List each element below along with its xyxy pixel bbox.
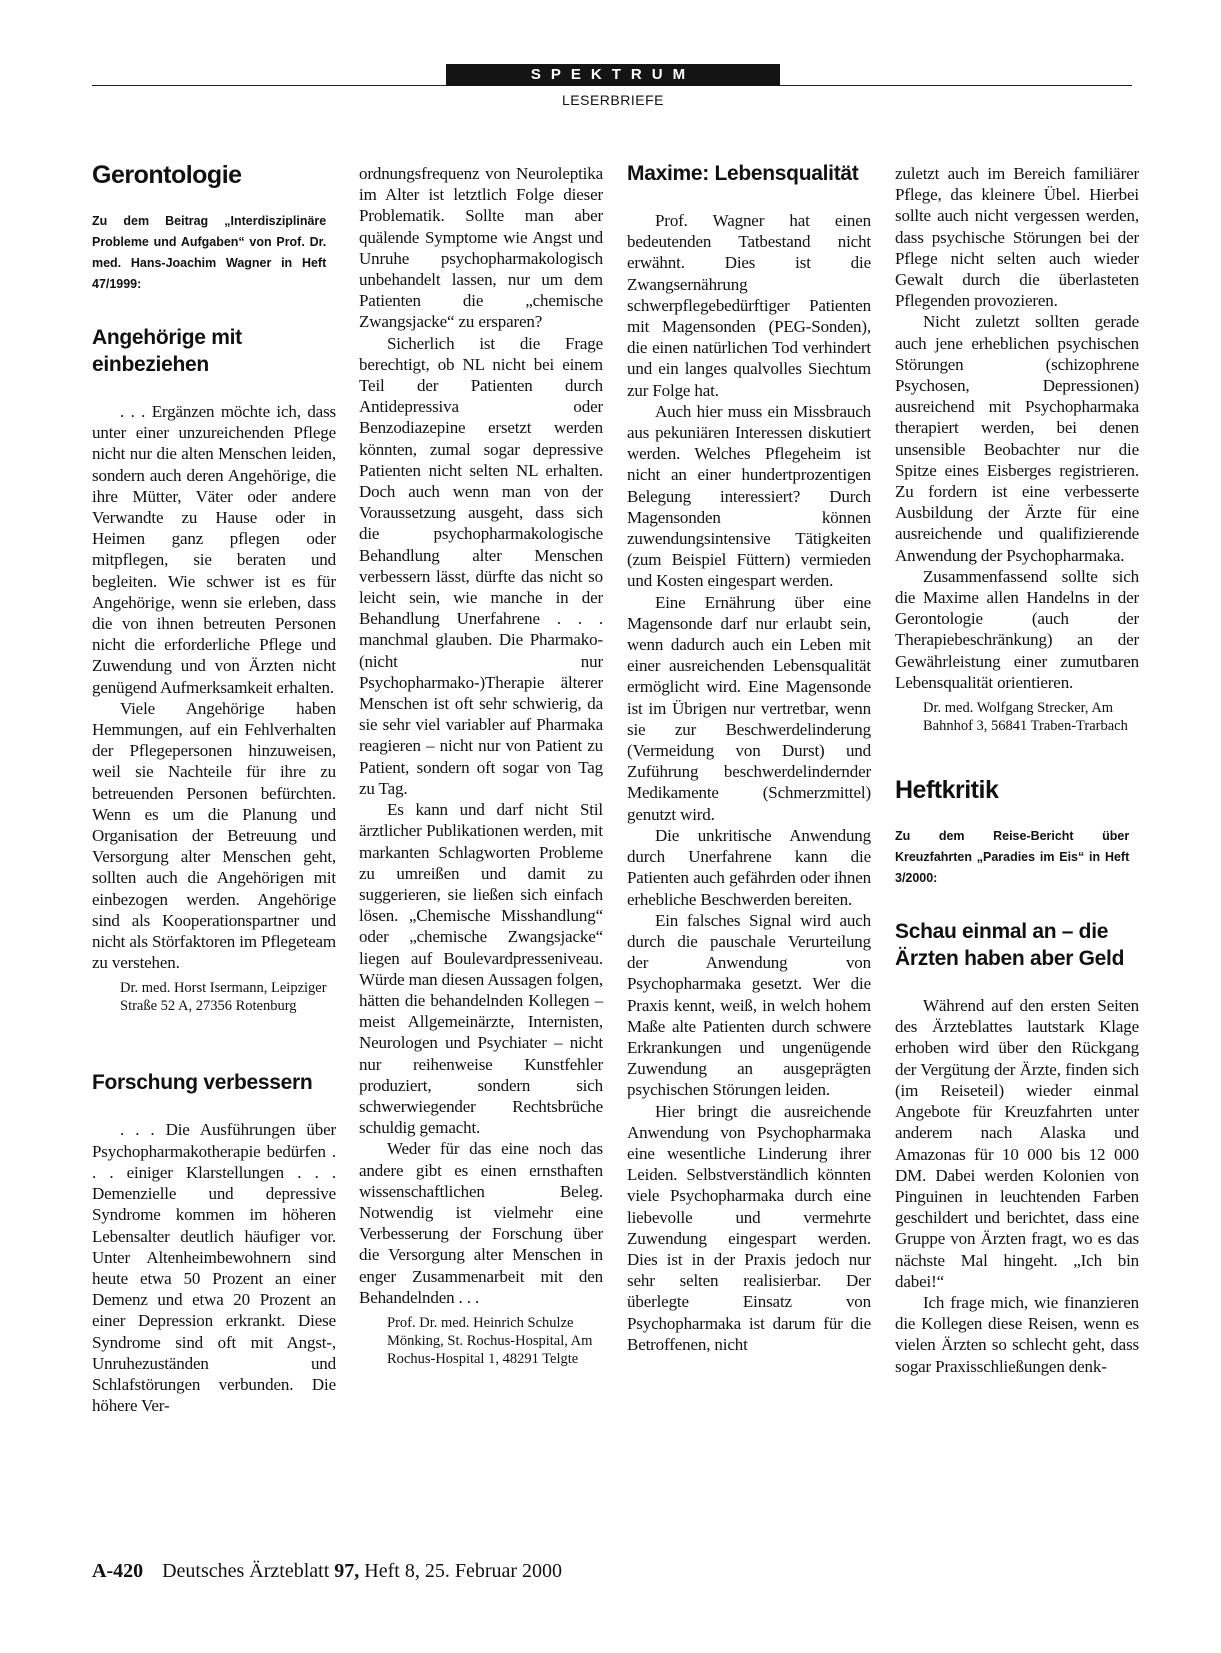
rubric-title: Heftkritik bbox=[895, 776, 999, 805]
letter-paragraph: . . . Ergänzen möchte ich, dass unter einer unzureichenden Pflege nicht nur die alten Menschen leiden, sondern auch deren Angehörige, die ihre Mütter, Väter oder andere Verwandte zu Hause oder in Heimen ganz pflegen oder mitpflegen, sie beraten und begleiten. Wie schwer ist es für Angehörige, wenn sie erleben, dass die von ihnen betreuten Personen nicht die erforderliche Pflege und Zuwendung und von Ärzten nicht genügend Aufmerksamkeit erhalten. bbox=[92, 402, 336, 697]
letter-paragraph: Sicherlich ist die Frage berechtigt, ob NL nicht bei einem Teil der Patienten durch Antidepressiva oder Benzodiazepine ersetzt werden könnten, zumal sogar depressive Patienten nicht selten NL erhalten. Doch auch wenn man von der Voraussetzung ausgeht, dass sich die psychopharmakologische Behandlung alter Menschen verbessern lässt, dürfte das nicht so leicht sein, wie manche in der Behandlung Unerfahrene . . . manchmal glauben. Die Pharmako-(nicht nur Psychopharmako-)Therapie älterer Menschen ist oft sehr schwierig, da sie sehr viel variabler auf Pharmaka reagieren – nicht nur von Patient zu Patient, sondern oft sogar von Tag zu Tag. bbox=[359, 333, 603, 798]
subsection-label: LESERBRIEFE bbox=[562, 92, 664, 108]
letter-paragraph: Viele Angehörige haben Hemmungen, auf ein Fehlverhalten der Pflegepersonen hinzuweisen, weil sie Nachteile für ihre zu betreuenden Personen befürchten. Wenn es um die Planung und Organisation der Betreuung und Versorgung alter Menschen geht, sollten auch die Angehörigen mit einbezogen werden. Angehörige sind als Kooperationspartner und nicht als Störfaktoren im Pflegeteam zu verstehen. bbox=[92, 698, 336, 973]
letter-paragraph: Auch hier muss ein Missbrauch aus pekuniären Interessen diskutiert werden. Welches Pflegeheim ist nicht an einer hundertprozentigen Belegung interessiert? Durch Magensonden können zuwendungsintensive Tätigkeiten (zum Beispiel Füttern) vermieden und Kosten eingespart werden. bbox=[627, 401, 871, 591]
rubric-title: Gerontologie bbox=[92, 161, 242, 189]
article-reference: Zu dem Beitrag „Interdisziplinäre Probleme und Aufgaben“ von Prof. Dr. med. Hans-Joachim Wagner in Heft 47/1999: bbox=[92, 213, 327, 291]
letter-paragraph: Die unkritische Anwendung durch Unerfahrene kann die Patienten auch gefährden oder ihnen erhebliche Beschwerden bereiten. bbox=[627, 825, 871, 909]
letter-signature: Prof. Dr. med. Heinrich Schulze Mönking, St. Rochus-Hospital, Am Rochus-Hospital 1, 48291 Telgte bbox=[387, 1314, 593, 1367]
column-2 bbox=[359, 163, 603, 1368]
letter-paragraph: Es kann und darf nicht Stil ärztlicher Publikationen werden, mit markanten Schlagworten Probleme zu umreißen und damit zu suggerieren, sie ließen sich einfach lösen. „Chemische Misshandlung“ oder „chemische Zwangsjacke“ liegen auf Boulevardpresseniveau. Würde man diesen Aussagen folgen, hätten die behandelnden Kollegen – meist Allgemeinärzte, Internisten, Neurologen und Psychiater – nicht nur reihenweise Kunstfehler produziert, sondern sich schwerwiegender Rechtsbrüche schuldig gemacht. bbox=[359, 800, 603, 1138]
letter-paragraph: ordnungsfrequenz von Neuroleptika im Alter ist letztlich Folge dieser Problematik. Sollte man aber quälende Symptome wie Angst und Unruhe psychopharmakologisch unbehandelt lassen, nur um dem Patienten die „chemische Zwangsjacke“ zu ersparen? bbox=[359, 164, 603, 332]
letter-paragraph: Während auf den ersten Seiten des Ärzteblattes lautstark Klage erhoben wird über den Rückgang der Vergütung der Ärzte, finden sich (im Reiseteil) wieder einmal Angebote für Kreuzfahrten unter anderem nach Alaska und Amazonas für 10 000 bis 12 000 DM. Dabei werden Kolonien von Pinguinen in leuchtenden Farben geschildert und berichtet, dass eine Gruppe von Ärzten fragt, wo es das nächste Mal hingeht. „Ich bin dabei!“ bbox=[895, 996, 1139, 1291]
letter-paragraph: Eine Ernährung über eine Magensonde darf nur erlaubt sein, wenn dadurch auch ein Leben mit einer ausreichenden Lebensqualität ermöglicht wird. Eine Magensonde ist im Übrigen nur vertretbar, wenn sie zur Beschwerdelinderung (Vermeidung von Durst) und Zuführung beschwerdelindernder Medikamente (Schmerzmittel) genutzt wird. bbox=[627, 592, 871, 824]
page-number: A-420 bbox=[92, 1560, 144, 1582]
column-4 bbox=[895, 163, 1139, 1377]
letter-paragraph: . . . Die Ausführungen über Psychopharmakotherapie bedürfen . . . einiger Klarstellungen . . . Demenzielle und depressive Syndrome kommen im höheren Lebensalter deutlich häufiger vor. Unter Altenheimbewohnern sind heute etwa 50 Prozent an einer Demenz und etwa 20 Prozent an einer Depression erkrankt. Diese Syndrome sind oft mit Angst-, Unruhezuständen und Schlafstörungen verbunden. Die höhere Ver- bbox=[92, 1120, 336, 1416]
letter-paragraph: Weder für das eine noch das andere gibt es einen ernsthaften wissenschaftlichen Beleg. Notwendig ist vielmehr eine Verbesserung der Forschung über die Versorgung alter Menschen in enger Zusammenarbeit mit den Behandelnden . . . bbox=[359, 1139, 603, 1307]
journal-volume: 97, bbox=[334, 1560, 360, 1582]
letter-paragraph: zuletzt auch im Bereich familiärer Pflege, das kleinere Übel. Hierbei sollte auch nicht vergessen werden, dass psychische Störungen bei der Pflege nicht selten auch wieder Gewalt durch die überlasteten Pflegenden provozieren. bbox=[895, 164, 1139, 311]
letter-paragraph: Zusammenfassend sollte sich die Maxime allen Handelns in der Gerontologie (auch der Therapiebeschränkung) an der Gewährleistung einer zumutbaren Lebensqualität orientieren. bbox=[895, 566, 1139, 692]
letter-signature: Dr. med. Horst Isermann, Leipziger Straße 52 A, 27356 Rotenburg bbox=[120, 980, 327, 1015]
letter-heading: Forschung verbessern bbox=[92, 1071, 313, 1095]
page-footer bbox=[92, 1560, 562, 1583]
letter-signature: Dr. med. Wolfgang Strecker, Am Bahnhof 3, 56841 Traben-Trarbach bbox=[923, 700, 1128, 735]
letter-heading: Schau einmal an – die Ärzten haben aber Geld bbox=[895, 920, 1125, 971]
column-3 bbox=[627, 160, 871, 1355]
letter-paragraph: Hier bringt die ausreichende Anwendung von Psychopharmaka eine wesentliche Linderung ihrer Leiden. Selbstverständlich könnten viele Psychopharmaka durch eine liebevolle und vermehrte Zuwendung eingespart werden. Dies ist in der Praxis jedoch nur sehr selten realisierbar. Der überlegte Einsatz von Psychopharmaka ist darum für die Betroffenen, nicht bbox=[627, 1101, 871, 1354]
letter-heading: Maxime: Lebensqualität bbox=[627, 162, 859, 185]
letter-paragraph: Prof. Wagner hat einen bedeutenden Tatbestand nicht erwähnt. Dies ist die Zwangsernährung schwerpflegebedürftiger Patienten mit Magensonden (PEG-Sonden), die einen natürlichen Tod verhindert und ein langes qualvolles Siechtum zur Folge hat. bbox=[627, 211, 871, 400]
section-label: SPEKTRUM bbox=[446, 64, 780, 86]
article-reference: Zu dem Reise-Bericht über Kreuzfahrten „Paradies im Eis“ in Heft 3/2000: bbox=[895, 828, 1130, 886]
letter-paragraph: Ich frage mich, wie finanzieren die Kollegen diese Reisen, wenn es vielen Ärzten so schlecht geht, dass sogar Praxisschließungen denk- bbox=[895, 1292, 1139, 1376]
letter-heading: Angehörige mit einbeziehen bbox=[92, 326, 242, 376]
letter-paragraph: Nicht zuletzt sollten gerade auch jene erheblichen psychischen Störungen (schizophrene Psychosen, Depressionen) ausreichend mit Psychopharmaka therapiert werden, bei denen unsensible Beobachter nur die Spitze eines Eisberges registrieren. Zu fordern ist eine verbesserte Ausbildung der Ärzte für eine ausreichende und qualifizierende Anwendung der Psychopharmaka. bbox=[895, 312, 1139, 565]
journal-issue: Heft 8, 25. Februar 2000 bbox=[364, 1560, 563, 1582]
letter-paragraph: Ein falsches Signal wird auch durch die pauschale Verurteilung der Anwendung von Psychopharmaka gesetzt. Wer die Praxis kennt, weiß, in welch hohem Maße alte Patienten durch schwere Erkrankungen und ungenügende Zuwendung an ausgeprägten psychischen Störungen leiden. bbox=[627, 910, 871, 1100]
column-1 bbox=[92, 160, 336, 1416]
journal-name: Deutsches Ärzteblatt bbox=[162, 1560, 330, 1582]
